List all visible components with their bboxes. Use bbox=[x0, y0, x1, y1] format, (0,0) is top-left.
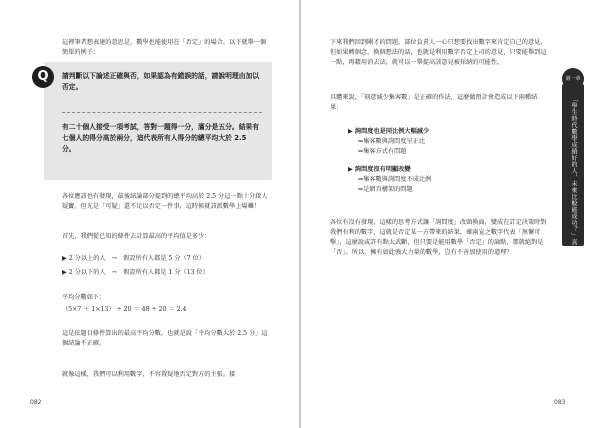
condition-item: ⇒集客數與詢問度呈正比 bbox=[358, 138, 426, 145]
list-item bbox=[62, 254, 205, 264]
arrow-icon: ⇒ bbox=[358, 186, 364, 193]
question-q-icon: Q bbox=[32, 66, 54, 88]
paragraph-4: 就像這樣，我們可以利用數字，不容置疑地否定對方的主張。接 bbox=[62, 371, 236, 378]
list-item bbox=[62, 268, 209, 278]
list-marker-icon: ▶ bbox=[62, 269, 67, 276]
average-formula: （5×7 ＋ 1×13） ÷ 20 ＝ 48 ÷ 20 ＝ 2.4 bbox=[62, 306, 187, 313]
condition-marker-icon: ▶ bbox=[348, 128, 353, 135]
list-item-text: 2 分以下的人 → 假設所有人都是 1 分（13 位） bbox=[68, 269, 209, 276]
condition-item: ⇒集客方式有問題 bbox=[358, 148, 407, 155]
condition-block bbox=[348, 127, 429, 157]
question-problem: 有二十個人接受一項考試，答對一題得一分，滿分是五分。結果有七個人的得分高於兩分，這代表所有人得分的總平均大於 2.5 分。 bbox=[62, 123, 260, 153]
condition-block bbox=[348, 165, 431, 195]
intro-paragraph: 這裡筆者想表達的意思是，數學也能使用在「否定」的場合。以下就舉一個簡單的例子： bbox=[62, 39, 267, 56]
condition-item: ⇒集客數與詢問度不成比例 bbox=[358, 176, 432, 183]
question-premise: 請判斷以下論述正確與否，如果認為有錯誤的話，請說明理由加以否定。 bbox=[62, 72, 260, 91]
condition-item: ⇒是網頁構架的問題 bbox=[358, 186, 413, 193]
arrow-icon: ⇒ bbox=[358, 148, 364, 155]
right-paragraph-3: 各位有沒有發現，這樣的思考方式讓「詢問度」改頭換面，變成在訂定決策時對我們有利的數字，這就是否定某一方帶來的結果，確兩宣之數字代表「無懈可擊」，這麼說或許有點太武斷，但只要是能用數學「否定」的論點，那就絕對是「否」。所以，擁有如此強大力量的數學，豈有不善加使用的道理？ bbox=[330, 219, 547, 256]
question-box bbox=[44, 62, 272, 180]
paragraph-3: 這是依題目條件算出的最高平均分數。也就是說「平均分數大於 2.5 分」這個結論不正確。 bbox=[62, 330, 268, 347]
chapter-side-text: 「學生時代數學成績好的人，未來比較能成功？」真實原因說明 bbox=[570, 96, 577, 278]
paragraph-2: 首先，我們從已知的條件去計算最高的平均值是多少： bbox=[62, 233, 211, 240]
page-number-left: 082 bbox=[30, 399, 42, 406]
page-number-right: 083 bbox=[554, 399, 566, 406]
chapter-circle-label: 第一章 bbox=[562, 68, 584, 90]
right-paragraph-1: 下來我們回到剛才的問題，部位負責人一心只想要找出數字來肯定自己的意見，但如果轉個念，換個想法的話，也就是利用數字否定上司的意見，只要能舉到這一點，再藉用消去法，就可以一舉提高該意見被採納的可能性。 bbox=[330, 39, 547, 66]
list-marker-icon: ▶ bbox=[62, 255, 67, 262]
arrow-icon: ⇒ bbox=[358, 138, 364, 145]
average-label: 平均分數如下： bbox=[62, 294, 106, 301]
condition-marker-icon: ▶ bbox=[348, 166, 353, 173]
question-divider bbox=[62, 112, 262, 114]
right-paragraph-2: 具體來說，「刻意減少集客數」是正確的作法，這麼做預計會造成以下兩種結果： bbox=[330, 94, 538, 111]
list-item-text: 2 分以上的人 → 假設所有人都是 5 分（7 位） bbox=[68, 255, 205, 262]
arrow-icon: ⇒ bbox=[358, 176, 364, 183]
condition-title: ▶ 詢問度沒有明顯改變 bbox=[348, 166, 411, 173]
condition-title: ▶ 詢問度也是同比例大幅減少 bbox=[348, 128, 430, 135]
paragraph-1: 各位應該也有發現，最後結論部分提到的總平均高於 2.5 分這一點十分啟人疑竇。但光是「可疑」還不足以否定一件事，這時候就該派數學上場囉！ bbox=[62, 193, 268, 210]
